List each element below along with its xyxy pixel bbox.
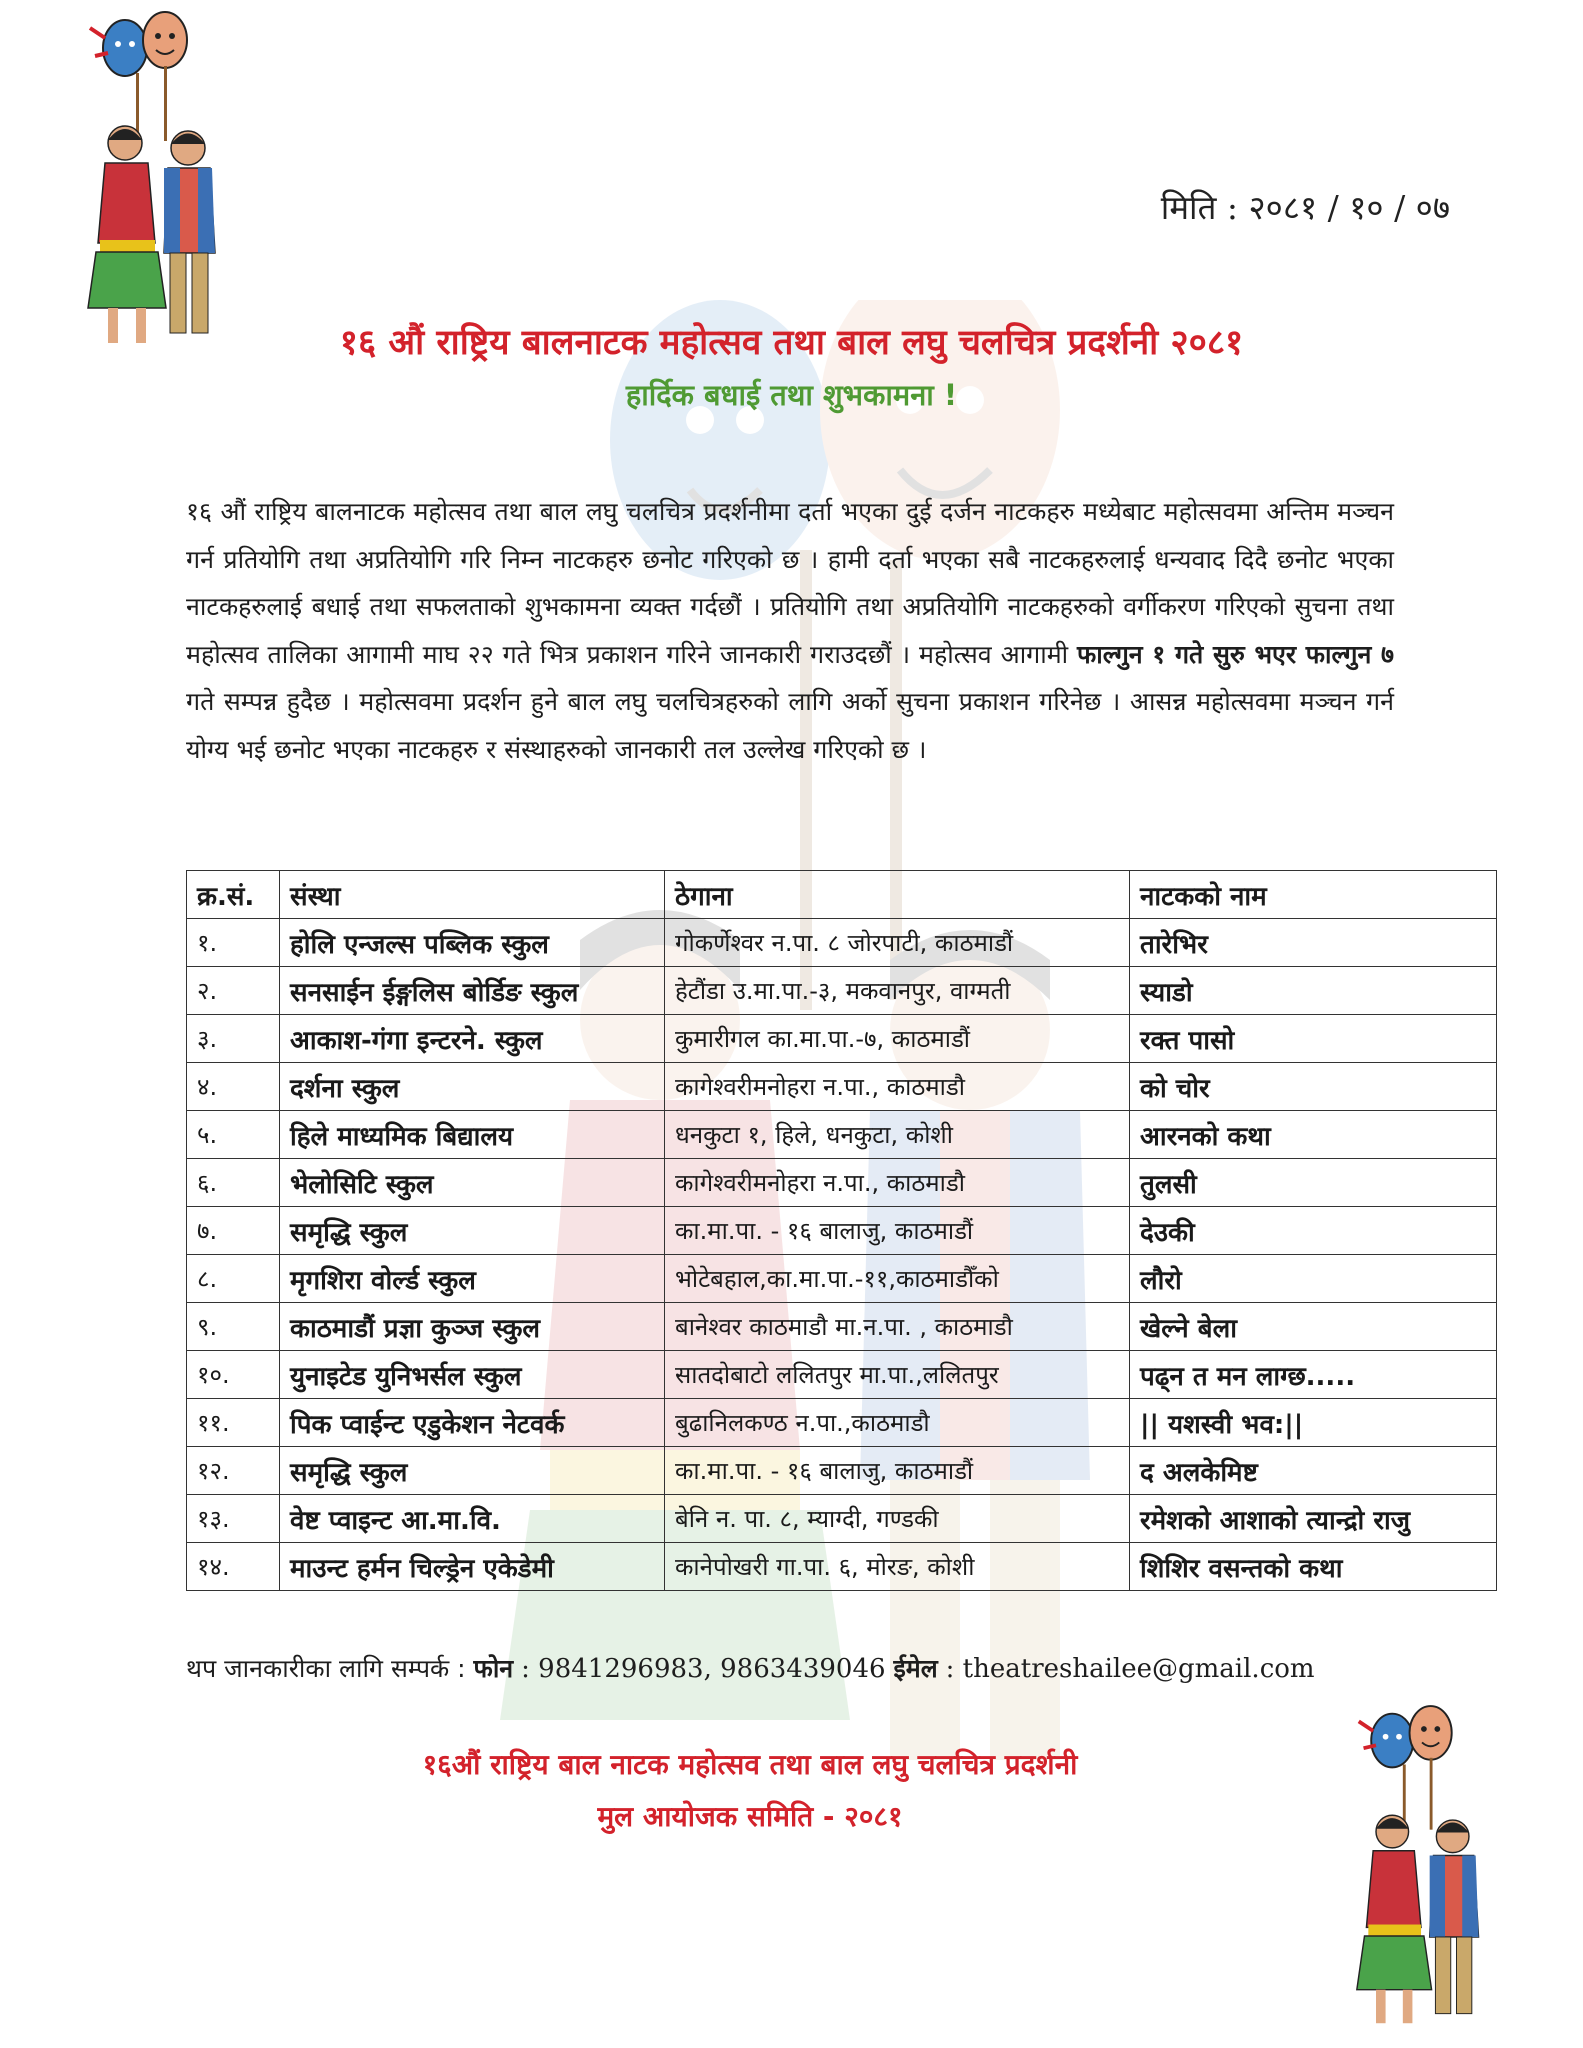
header-serial: क्र.सं. [187,871,280,919]
organization-cell: काठमाडौं प्रज्ञा कुञ्ज स्कुल [280,1303,665,1351]
address-cell: का.मा.पा. - १६ बालाजु, काठमाडौं [665,1207,1130,1255]
serial-cell: २. [187,967,280,1015]
footer-organizer-line-2: मुल आयोजक समिति - २०८१ [597,1800,903,1833]
table-row [187,1399,1497,1447]
address-cell: गोकर्णेश्वर न.पा. ८ जोरपाटी, काठमाडौं [665,919,1130,967]
phone-label: फोन [473,1654,514,1683]
body-text-part-1: १६ औं राष्ट्रिय बालनाटक महोत्सव तथा बाल लघु चलचित्र प्रदर्शनीमा दर्ता भएका दुई दर्जन नाटकहरु मध्येबाट महोत्सवमा अन्तिम मञ्चन गर्न प्रतियोगि तथा अप्रतियोगि गरि निम्न नाटकहरु छनोट गरिएको छ । हामी दर्ता भएका सबै नाटकहरुलाई धन्यवाद दिदै छनोट भएका नाटकहरुलाई बधाई तथा सफलताको शुभकामना व्यक्त गर्दछौं । प्रतियोगि तथा अप्रतियोगि नाटकहरुको वर्गीकरण गरिएको सुचना तथा महोत्सव तालिका आगामी माघ २२ गते भित्र प्रकाशन गरिने जानकारी गराउदछौं । महोत्सव आगामी [186,497,1394,669]
organization-cell: पिक प्वाईन्ट एडुकेशन नेटवर्क [280,1399,665,1447]
play-name-cell: तुलसी [1130,1159,1497,1207]
address-cell: हेटौंडा उ.मा.पा.-३, मकवानपुर, वाग्मती [665,967,1130,1015]
address-cell: सातदोबाटो ललितपुर मा.पा.,ललितपुर [665,1351,1130,1399]
children-with-masks-illustration [60,8,300,353]
table-row [187,1447,1497,1495]
serial-cell: १. [187,919,280,967]
organization-cell: दर्शना स्कुल [280,1063,665,1111]
notice-body [186,488,1394,773]
table-row [187,1063,1497,1111]
notice-date: मिति : २०८१ / १० / ०७ [1160,188,1450,227]
table-row [187,1303,1497,1351]
play-name-cell: रक्त पासो [1130,1015,1497,1063]
contact-info [186,1651,1366,1685]
notice-title: १६ औं राष्ट्रिय बालनाटक महोत्सव तथा बाल लघु चलचित्र प्रदर्शनी २०८१ [339,323,1244,363]
organization-cell: समृद्धि स्कुल [280,1207,665,1255]
serial-cell: ४. [187,1063,280,1111]
play-name-cell: लौरो [1130,1255,1497,1303]
table-row [187,1351,1497,1399]
address-cell: कानेपोखरी गा.पा. ६, मोरङ, कोशी [665,1543,1130,1591]
organization-cell: मृगशिरा वोर्ल्ड स्कुल [280,1255,665,1303]
play-name-cell: खेल्ने बेला [1130,1303,1497,1351]
serial-cell: १३. [187,1495,280,1543]
play-name-cell: स्याडो [1130,967,1497,1015]
footer-organizer-line-1: १६औं राष्ट्रिय बाल नाटक महोत्सव तथा बाल लघु चलचित्र प्रदर्शनी [422,1748,1078,1781]
table-row [187,1543,1497,1591]
serial-cell: ६. [187,1159,280,1207]
play-name-cell: देउकी [1130,1207,1497,1255]
serial-cell: १२. [187,1447,280,1495]
address-cell: बुढानिलकण्ठ न.पा.,काठमाडौ [665,1399,1130,1447]
address-cell: कागेश्वरीमनोहरा न.पा., काठमाडौ [665,1063,1130,1111]
play-name-cell: पढ्न त मन लाग्छ..... [1130,1351,1497,1399]
contact-intro: थप जानकारीका लागि सम्पर्क : [186,1654,466,1683]
play-name-cell: तारेभिर [1130,919,1497,967]
table-row [187,919,1497,967]
organization-cell: होलि एन्जल्स पब्लिक स्कुल [280,919,665,967]
table-row [187,1255,1497,1303]
table-row [187,967,1497,1015]
serial-cell: ५. [187,1111,280,1159]
table-row [187,1015,1497,1063]
header-play-name: नाटकको नाम [1130,871,1497,919]
phone-numbers[interactable]: : 9841296983, 9863439046 [521,1654,886,1684]
serial-cell: ९. [187,1303,280,1351]
serial-cell: ३. [187,1015,280,1063]
table-header-row [187,871,1497,919]
organization-cell: माउन्ट हर्मन चिल्ड्रेन एकेडेमी [280,1543,665,1591]
serial-cell: १०. [187,1351,280,1399]
body-text-part-2: गते सम्पन्न हुदैछ । महोत्सवमा प्रदर्शन हुने बाल लघु चलचित्रहरुको लागि अर्को सुचना प्रकाशन गरिनेछ । आसन्न महोत्सवमा मञ्चन गर्न योग्य भई छनोट भएका नाटकहरु र संस्थाहरुको जानकारी तल उल्लेख गरिएको छ । [186,687,1394,764]
address-cell: बेनि न. पा. ८, म्याग्दी, गण्डकी [665,1495,1130,1543]
address-cell: कुमारीगल का.मा.पा.-७, काठमाडौं [665,1015,1130,1063]
serial-cell: ८. [187,1255,280,1303]
play-name-cell: आरनको कथा [1130,1111,1497,1159]
address-cell: का.मा.पा. - १६ बालाजु, काठमाडौं [665,1447,1130,1495]
organization-cell: वेष्ट प्वाइन्ट आ.मा.वि. [280,1495,665,1543]
play-name-cell: द अलकेमिष्ट [1130,1447,1497,1495]
table-row [187,1495,1497,1543]
organization-cell: सनसाईन ईङ्गलिस बोर्डिङ स्कुल [280,967,665,1015]
table-row [187,1207,1497,1255]
table-row [187,1111,1497,1159]
address-cell: भोटेबहाल,का.मा.पा.-११,काठमाडौँको [665,1255,1130,1303]
play-name-cell: रमेशको आशाको त्यान्द्रो राजु [1130,1495,1497,1543]
serial-cell: ११. [187,1399,280,1447]
selected-plays-table [186,870,1497,1591]
play-name-cell: शिशिर वसन्तको कथा [1130,1543,1497,1591]
email-address[interactable]: : theatreshailee@gmail.com [945,1654,1315,1684]
serial-cell: १४. [187,1543,280,1591]
address-cell: बानेश्वर काठमाडौ मा.न.पा. , काठमाडौ [665,1303,1130,1351]
organization-cell: आकाश-गंगा इन्टरने. स्कुल [280,1015,665,1063]
play-name-cell: को चोर [1130,1063,1497,1111]
email-label: ईमेल [893,1654,938,1683]
header-organization: संस्था [280,871,665,919]
play-name-cell: || यशस्वी भव:|| [1130,1399,1497,1447]
organization-cell: समृद्धि स्कुल [280,1447,665,1495]
header-address: ठेगाना [665,871,1130,919]
festival-dates: फाल्गुन १ गते सुरु भएर फाल्गुन ७ [1077,639,1394,669]
table-row [187,1159,1497,1207]
organization-cell: हिले माध्यमिक बिद्यालय [280,1111,665,1159]
organization-cell: युनाइटेड युनिभर्सल स्कुल [280,1351,665,1399]
notice-subtitle: हार्दिक बधाई तथा शुभकामना ! [625,378,958,412]
serial-cell: ७. [187,1207,280,1255]
address-cell: धनकुटा १, हिले, धनकुटा, कोशी [665,1111,1130,1159]
organization-cell: भेलोसिटि स्कुल [280,1159,665,1207]
address-cell: कागेश्वरीमनोहरा न.पा., काठमाडौ [665,1159,1130,1207]
